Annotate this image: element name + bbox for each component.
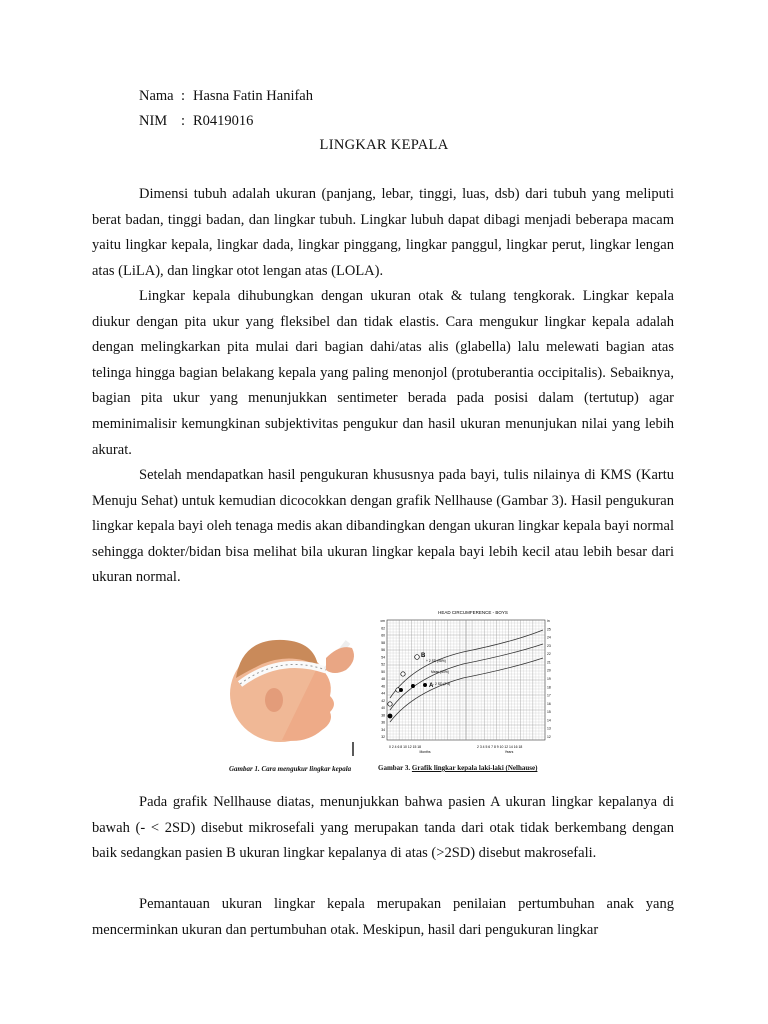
point-open [388, 702, 392, 706]
figure3-caption-text: Grafik lingkar kepala laki-laki (Nelhause) [411, 764, 538, 772]
right-tick-label: 14 [547, 718, 551, 723]
left-tick-label: 52 [381, 662, 385, 667]
left-tick-label: 50 [381, 669, 385, 674]
name-label: Nama [139, 88, 174, 104]
x-ticks-months: 0 2 4 6 8 10 12 15 18 [389, 745, 422, 749]
left-tick-label: 48 [381, 677, 385, 681]
right-tick-label: 20 [547, 668, 551, 673]
right-tick-label: 16 [547, 701, 551, 706]
right-tick-label: 19 [547, 677, 551, 681]
paragraph-5: Pemantauan ukuran lingkar kepala merupakan penilaian pertumbuhan anak yang mencerminkan ukuran dan pertumbuhan otak. Meskipun, hasil dari pengukuran lingkar [92, 896, 674, 938]
left-tick-label: 62 [381, 626, 385, 631]
nellhause-chart [373, 606, 559, 756]
curve-label-minus: - 2 SD (2%) [433, 682, 451, 686]
paragraph-3: Setelah mendapatkan hasil pengukuran khususnya pada bayi, tulis nilainya di KMS (Kartu Menuju Sehat) untuk kemudian dicocokkan dengan grafik Nellhause (Gambar 3). Hasil pengukuran lingkar kepala bayi oleh tenaga medis akan dibandingkan dengan ukuran lingkar kepala bayi normal sehingga dokter/bidan bisa melihat bila ukuran lingkar kepala bayi lebih kecil atau lebih besar dari ukuran normal. [92, 467, 674, 586]
right-tick-label: 17 [547, 693, 551, 698]
left-tick-label: cm [380, 619, 385, 623]
paragraph-1: Dimensi tubuh adalah ukuran (panjang, lebar, tinggi, luas, dsb) dari tubuh yang meliputi berat badan, tinggi badan, dan lingkar tubuh. Lingkar lubuh dapat dibagi menjadi beberapa macam yaitu lingkar kepala, lingkar dada, lingkar pinggang, lingkar panggul, lingkar perut, lingkar lengan atas (LiLA), dan lingkar otot lengan atas (LOLA). [92, 186, 674, 279]
curve-label-plus: + 2 SD (98%) [426, 659, 446, 663]
label-b: B [421, 653, 426, 659]
right-tick-label: 21 [547, 660, 551, 665]
paragraph-4: Pada grafik Nellhause diatas, menunjukkan bahwa pasien A ukuran lingkar kepalanya di bawah (- < 2SD) disebut mikrosefali yang merupakan tanda dari otak tidak berkembang dengan baik sedangkan pasien B ukuran lingkar kepalanya di atas (>2SD) disebut makrosefali. [92, 794, 674, 862]
right-tick-label: 24 [547, 635, 551, 640]
right-axis-ticks [547, 619, 551, 739]
right-tick-label: in [547, 619, 550, 623]
figure1-caption-prefix: Gambar 1. [229, 765, 260, 773]
left-tick-label: 46 [381, 684, 385, 689]
label-a: A [429, 683, 434, 689]
curve-label-mean: Mean (50%) [431, 670, 449, 674]
name-separator: : [181, 88, 186, 104]
nim-separator: : [181, 113, 186, 129]
left-tick-label: 42 [381, 698, 385, 703]
x-label-years: Years [504, 750, 514, 754]
right-tick-label: 12 [547, 735, 551, 739]
page-title: LINGKAR KEPALA [319, 137, 449, 153]
point-filled [388, 714, 393, 719]
name-value: Hasna Fatin Hanifah [193, 88, 313, 104]
left-tick-label: 44 [381, 691, 385, 696]
figure1-caption [229, 765, 351, 773]
right-tick-label: 18 [547, 685, 551, 690]
nim-label: NIM [139, 113, 168, 129]
point-filled [399, 688, 403, 692]
right-tick-label: 22 [547, 652, 551, 657]
left-tick-label: 32 [381, 735, 385, 739]
point-open [401, 672, 405, 676]
right-tick-label: 13 [547, 726, 551, 731]
figure3-caption [378, 764, 537, 772]
point-a [423, 683, 427, 687]
left-tick-label: 60 [381, 633, 385, 638]
left-tick-label: 56 [381, 648, 385, 652]
right-tick-label: 23 [547, 643, 551, 648]
paragraph-2: Lingkar kepala dihubungkan dengan ukuran otak & tulang tengkorak. Lingkar kepala diukur dengan pita ukur yang fleksibel dan tidak elastis. Cara mengukur lingkar kepala adalah dengan melingkarkan pita mulai dari bagian dahi/atas alis (glabella) lalu melewati bagian atas telinga hingga bagian belakang kepala yang paling menonjol (protuberantia occipitalis). Sebaiknya, bagian pita ukur yang menunjukkan sentimeter berada pada posisi dalam (tertutup) agar meminimalisir kemungkinan subjektivitas pengukur dan hasil ukuran menunjukan nilai yang lebih akurat. [92, 288, 674, 458]
chart-title: HEAD CIRCUMFERENCE - BOYS [438, 610, 508, 615]
point-b [415, 655, 420, 660]
figure3-caption-prefix: Gambar 3. [378, 764, 411, 772]
figure1-caption-text: Cara mengukur lingkar kepala [261, 765, 352, 773]
nim-line [139, 113, 253, 130]
left-axis-ticks [380, 619, 385, 739]
point-filled [411, 684, 415, 688]
left-tick-label: 34 [381, 727, 385, 732]
left-tick-label: 38 [381, 713, 385, 718]
x-ticks-years: 2 3 4 5 6 7 8 9 10 12 14 16 18 [477, 745, 523, 749]
left-tick-label: 40 [381, 706, 385, 710]
nim-value: R0419016 [193, 113, 254, 129]
x-label-months: Months [419, 750, 431, 754]
left-tick-label: 36 [381, 720, 385, 725]
left-tick-label: 58 [381, 640, 385, 645]
name-line [139, 88, 313, 105]
right-tick-label: 15 [547, 710, 551, 715]
right-tick-label: 25 [547, 627, 551, 632]
left-tick-label: 54 [381, 655, 385, 660]
head-measure-illustration [222, 626, 362, 764]
